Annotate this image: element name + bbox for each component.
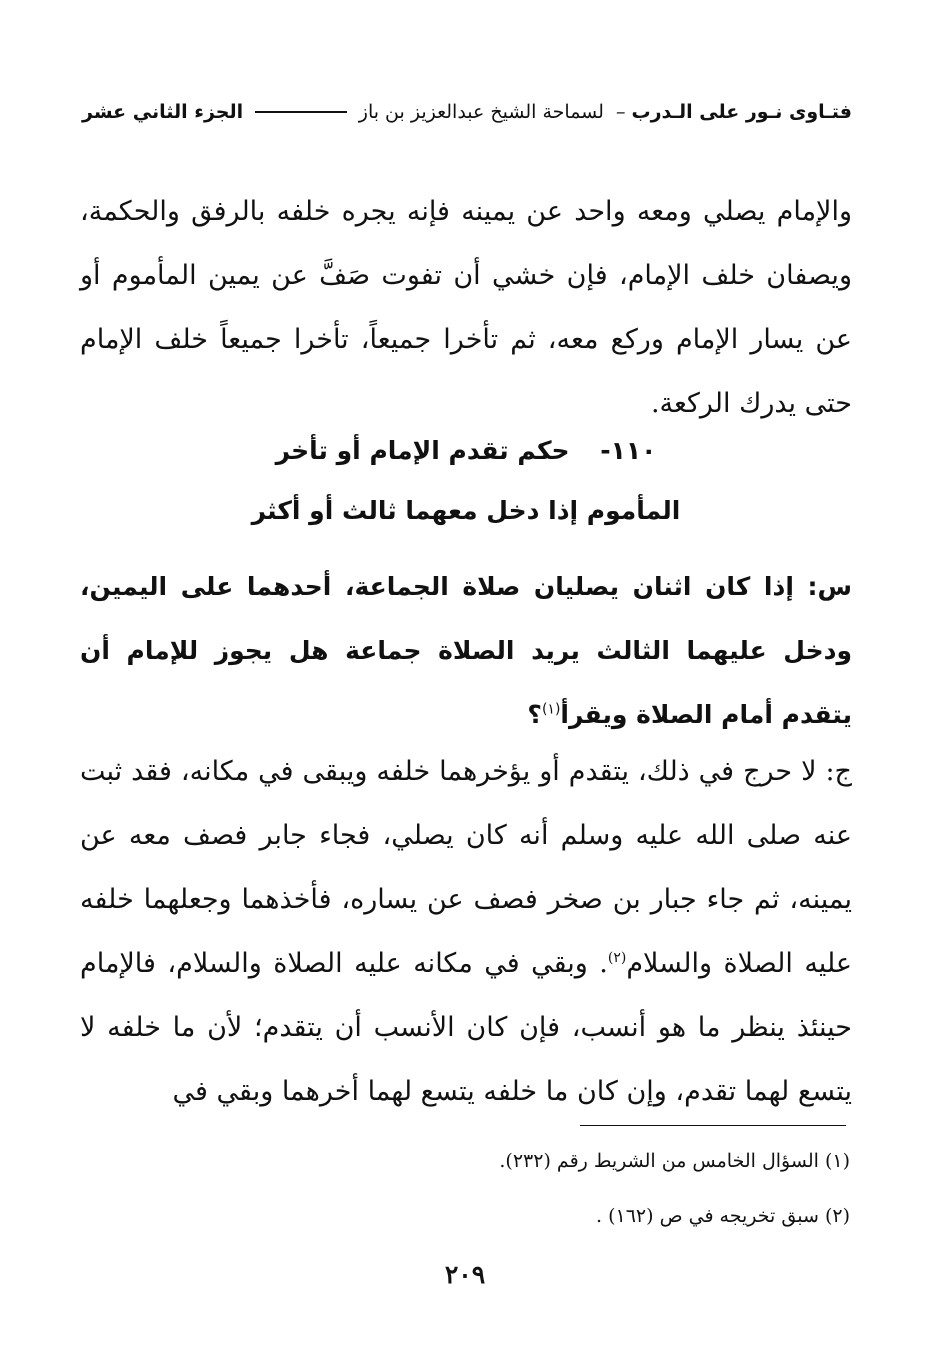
answer-label: ج: [825, 756, 852, 787]
section-heading-line-1 [80, 436, 852, 465]
footnote-1-text: السؤال الخامس من الشريط رقم (٢٣٢). [499, 1150, 819, 1172]
footnote-2-text: سبق تخريجه في ص (١٦٢) . [596, 1205, 819, 1227]
section-title-1: حكم تقدم الإمام أو تأخر [275, 436, 570, 465]
header-book-title: فتـاوى نـور على الـدرب [631, 101, 852, 123]
section-heading-line-2 [80, 496, 852, 525]
question-paragraph [80, 555, 852, 747]
question-mark: ؟ [527, 700, 542, 729]
running-header [82, 96, 852, 128]
header-rule [255, 111, 347, 113]
body-paragraph: والإمام يصلي ومعه واحد عن يمينه فإنه يجره خلفه بالرفق والحكمة، ويصفان خلف الإمام، فإن خشي أن تفوت صَفَّ عن يمين المأموم أو عن يسار الإمام وركع معه، ثم تأخرا جميعاً، تأخرا جميعاً خلف الإمام حتى يدرك الركعة. [80, 196, 852, 419]
question-text: إذا كان اثنان يصليان صلاة الجماعة، أحدهما على اليمين، ودخل عليهما الثالث يريد الصلاة جماعة هل يجوز للإمام أن يتقدم أمام الصلاة ويقرأ [80, 572, 852, 729]
header-separator: – [615, 101, 626, 123]
section-number: ١١٠- [600, 436, 657, 465]
footnote-ref-2: (٢) [607, 950, 627, 966]
footnote-2-marker: (٢) [824, 1205, 850, 1227]
page-number: ٢٠٩ [444, 1260, 486, 1289]
footnote-1 [80, 1150, 850, 1172]
answer-paragraph [80, 740, 852, 1124]
footnote-1-marker: (١) [824, 1150, 850, 1172]
footnote-2 [80, 1205, 850, 1227]
question-label: س: [807, 572, 852, 601]
header-author: لسماحة الشيخ عبدالعزيز بن باز [358, 101, 604, 123]
answer-text-2: . وبقي في مكانه عليه الصلاة والسلام، فالإمام حينئذ ينظر ما هو أنسب، فإن كان الأنسب أن يتقدم؛ لأن ما خلفه لا يتسع لهما تقدم، وإن كان ما خلفه يتسع لهما أخرهما وبقي في [80, 948, 852, 1107]
footnote-rule [580, 1125, 846, 1126]
header-title-group [359, 101, 852, 123]
header-part: الجزء الثاني عشر [82, 101, 244, 123]
answer-text-1: لا حرج في ذلك، يتقدم أو يؤخرهما خلفه ويبقى في مكانه، فقد ثبت عنه صلى الله عليه وسلم أنه كان يصلي، فجاء جابر فصف معه عن يمينه، ثم جاء جبار بن صخر فصف عن يساره، فأخذهما وجعلهما خلفه عليه الصلاة والسلام [80, 756, 852, 979]
section-title-2: المأموم إذا دخل معهما ثالث أو أكثر [251, 496, 681, 525]
footnote-ref-1: (١) [541, 701, 561, 718]
